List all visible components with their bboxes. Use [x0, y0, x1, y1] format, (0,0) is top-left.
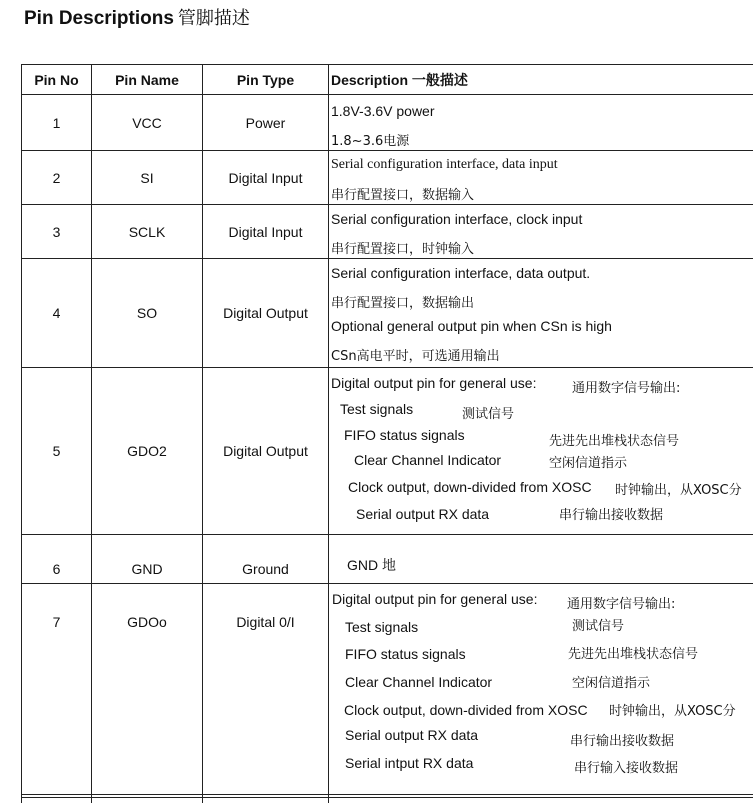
header-description: Description 一般描述	[329, 65, 753, 95]
description-line: GND 地	[347, 555, 396, 575]
pin-description	[329, 259, 753, 368]
description-line: Serial output RX data	[345, 727, 478, 743]
description-line: Serial configuration interface, clock input	[331, 211, 582, 227]
table-row	[22, 535, 753, 584]
pin-description	[329, 535, 753, 584]
page-title-chinese: 管脚描述	[178, 8, 250, 29]
description-line: Test signals	[340, 401, 413, 417]
description-line: CSn高电平时，可选通用输出	[331, 345, 500, 364]
pin-description	[329, 151, 753, 205]
pin-type: Digital Output	[203, 259, 329, 368]
description-line: Serial configuration interface, data input	[331, 157, 558, 173]
table-row	[22, 259, 753, 368]
pin-type: Digital Input	[203, 151, 329, 205]
table-row	[22, 368, 753, 535]
description-line: Serial configuration interface, data output.	[331, 265, 590, 281]
description-line: Digital output pin for general use:	[331, 375, 536, 391]
pin-number: 7	[22, 584, 92, 798]
description-line: 先进先出堆栈状态信号	[549, 430, 679, 449]
description-line: 串行输入接收数据	[574, 757, 678, 776]
description-line: 串行配置接口，时钟输入	[331, 238, 474, 257]
description-line: 空闲信道指示	[549, 452, 627, 471]
pin-type: Digital 0/I	[203, 584, 329, 798]
header-pin-type: Pin Type	[203, 65, 329, 95]
pin-description-table	[21, 64, 753, 798]
header-pin-name: Pin Name	[92, 65, 203, 95]
table-row	[22, 205, 753, 259]
pin-name: SI	[92, 151, 203, 205]
description-line: 测试信号	[572, 615, 624, 634]
description-line: 串行输出接收数据	[559, 504, 663, 523]
pin-type: Power	[203, 95, 329, 151]
table-row	[22, 584, 753, 798]
description-line: Clear Channel Indicator	[354, 452, 501, 468]
description-line: Clock output, down-divided from XOSC	[348, 479, 592, 495]
description-line: 串行配置接口，数据输出	[331, 292, 474, 311]
column-divider	[21, 794, 22, 803]
description-line: FIFO status signals	[345, 646, 466, 662]
description-line: Clear Channel Indicator	[345, 674, 492, 690]
table-row	[22, 151, 753, 205]
pin-name: VCC	[92, 95, 203, 151]
page-title-text: Pin Descriptions	[24, 8, 174, 29]
pin-number: 4	[22, 259, 92, 368]
column-divider	[328, 794, 329, 803]
pin-number: 3	[22, 205, 92, 259]
pin-number: 5	[22, 368, 92, 535]
description-line: 串行配置接口，数据输入	[331, 184, 474, 203]
description-line: Optional general output pin when CSn is high	[331, 318, 612, 334]
pin-description	[329, 584, 753, 798]
description-line: 串行输出接收数据	[570, 730, 674, 749]
pin-name: GDO2	[92, 368, 203, 535]
pin-number: 6	[22, 535, 92, 584]
description-line: Digital output pin for general use:	[332, 591, 537, 607]
description-line: Serial intput RX data	[345, 755, 473, 771]
description-line: Clock output, down-divided from XOSC	[344, 702, 588, 718]
pin-name: GDOo	[92, 584, 203, 798]
description-line: 1.8V-3.6V power	[331, 103, 435, 119]
pin-name: SO	[92, 259, 203, 368]
description-line: 空闲信道指示	[572, 672, 650, 691]
column-divider	[202, 794, 203, 803]
description-line: 时钟输出，从XOSC分	[609, 700, 736, 719]
description-line: 时钟输出，从XOSC分	[615, 479, 742, 498]
pin-description	[329, 95, 753, 151]
pin-name: GND	[92, 535, 203, 584]
pin-description	[329, 368, 753, 535]
header-pin-no: Pin No	[22, 65, 92, 95]
pin-number: 2	[22, 151, 92, 205]
pin-number: 1	[22, 95, 92, 151]
description-line: 1.8~3.6电源	[331, 130, 409, 149]
page-title	[24, 4, 250, 30]
pin-type: Digital Input	[203, 205, 329, 259]
description-line: Serial output RX data	[356, 506, 489, 522]
pin-type: Ground	[203, 535, 329, 584]
pin-name: SCLK	[92, 205, 203, 259]
table-header-row	[22, 65, 753, 95]
pin-description	[329, 205, 753, 259]
description-line: 通用数字信号输出:	[567, 593, 675, 612]
description-line: 通用数字信号输出:	[572, 377, 680, 396]
description-line: 先进先出堆栈状态信号	[568, 643, 698, 662]
description-line: Test signals	[345, 619, 418, 635]
table-continuation	[0, 794, 753, 803]
description-line: 测试信号	[462, 403, 514, 422]
table-row	[22, 95, 753, 151]
pin-type: Digital Output	[203, 368, 329, 535]
column-divider	[91, 794, 92, 803]
description-line: FIFO status signals	[344, 427, 465, 443]
